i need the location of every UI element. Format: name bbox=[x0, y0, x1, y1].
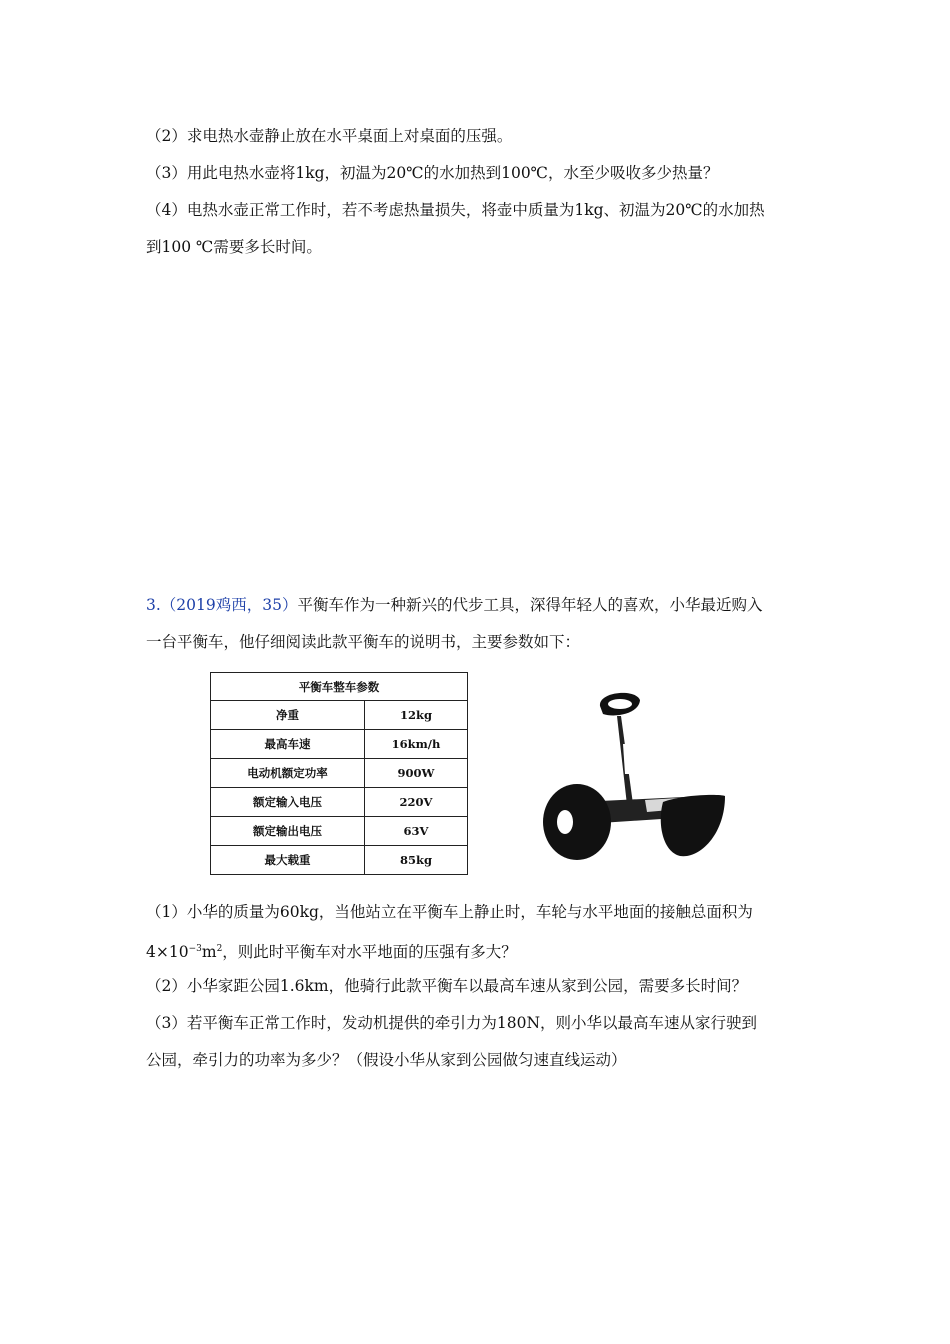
row-value: 220V bbox=[365, 788, 468, 817]
left-wheel-hub bbox=[557, 810, 573, 834]
problem-3-intro-line1 bbox=[146, 594, 762, 616]
row-label: 净重 bbox=[211, 701, 365, 730]
row-label: 额定输入电压 bbox=[211, 788, 365, 817]
problem-source: 3.（2019鸡西，35） bbox=[146, 596, 298, 614]
problem-3-intro-text: 平衡车作为一种新兴的代步工具，深得年轻人的喜欢，小华最近购入 bbox=[297, 596, 763, 614]
question-1-line1: （1）小华的质量为60kg，当他站立在平衡车上静止时，车轮与水平地面的接触总面积为 bbox=[146, 903, 753, 921]
balance-scooter-illustration bbox=[535, 684, 730, 864]
area-unit-exponent: 2 bbox=[216, 944, 223, 954]
table-row bbox=[211, 846, 468, 875]
right-wheel bbox=[661, 795, 725, 856]
row-label: 电动机额定功率 bbox=[211, 759, 365, 788]
area-coefficient: 4×10 bbox=[146, 943, 189, 962]
table-title: 平衡车整车参数 bbox=[211, 673, 468, 701]
row-label: 最大载重 bbox=[211, 846, 365, 875]
area-exponent: −3 bbox=[188, 944, 202, 954]
row-label: 最高车速 bbox=[211, 730, 365, 759]
scooter-handle-grip bbox=[608, 699, 632, 709]
parameter-table bbox=[210, 672, 468, 875]
row-label: 额定输出电压 bbox=[211, 817, 365, 846]
question-2: （2）小华家距公园1.6km，他骑行此款平衡车以最高车速从家到公园，需要多长时间？ bbox=[146, 977, 748, 995]
table-row bbox=[211, 788, 468, 817]
row-value: 16km/h bbox=[365, 730, 468, 759]
left-wheel bbox=[543, 784, 611, 860]
question-1-tail: ，则此时平衡车对水平地面的压强有多大？ bbox=[222, 943, 517, 962]
question-4-prev-line1: （4）电热水壶正常工作时，若不考虑热量损失，将壶中质量为1kg、初温为20℃的水加热 bbox=[146, 201, 765, 219]
question-3-line1: （3）若平衡车正常工作时，发动机提供的牵引力为180N，则小华以最高车速从家行驶到 bbox=[146, 1014, 758, 1032]
table-row bbox=[211, 759, 468, 788]
row-value: 63V bbox=[365, 817, 468, 846]
row-value: 900W bbox=[365, 759, 468, 788]
table-row bbox=[211, 817, 468, 846]
question-4-prev-line2: 到100 ℃需要多长时间。 bbox=[146, 238, 322, 256]
row-value: 85kg bbox=[365, 846, 468, 875]
area-unit: m bbox=[201, 943, 217, 962]
row-value: 12kg bbox=[365, 701, 468, 730]
table-row bbox=[211, 730, 468, 759]
table-row bbox=[211, 701, 468, 730]
question-1-line2 bbox=[146, 938, 517, 963]
question-3-line2: 公园，牵引力的功率为多少？（假设小华从家到公园做匀速直线运动） bbox=[146, 1051, 627, 1069]
problem-3-intro-line2: 一台平衡车，他仔细阅读此款平衡车的说明书，主要参数如下： bbox=[146, 633, 581, 651]
question-2-prev: （2）求电热水壶静止放在水平桌面上对桌面的压强。 bbox=[146, 127, 513, 145]
question-3-prev: （3）用此电热水壶将1kg，初温为20℃的水加热到100℃，水至少吸收多少热量？ bbox=[146, 164, 719, 182]
